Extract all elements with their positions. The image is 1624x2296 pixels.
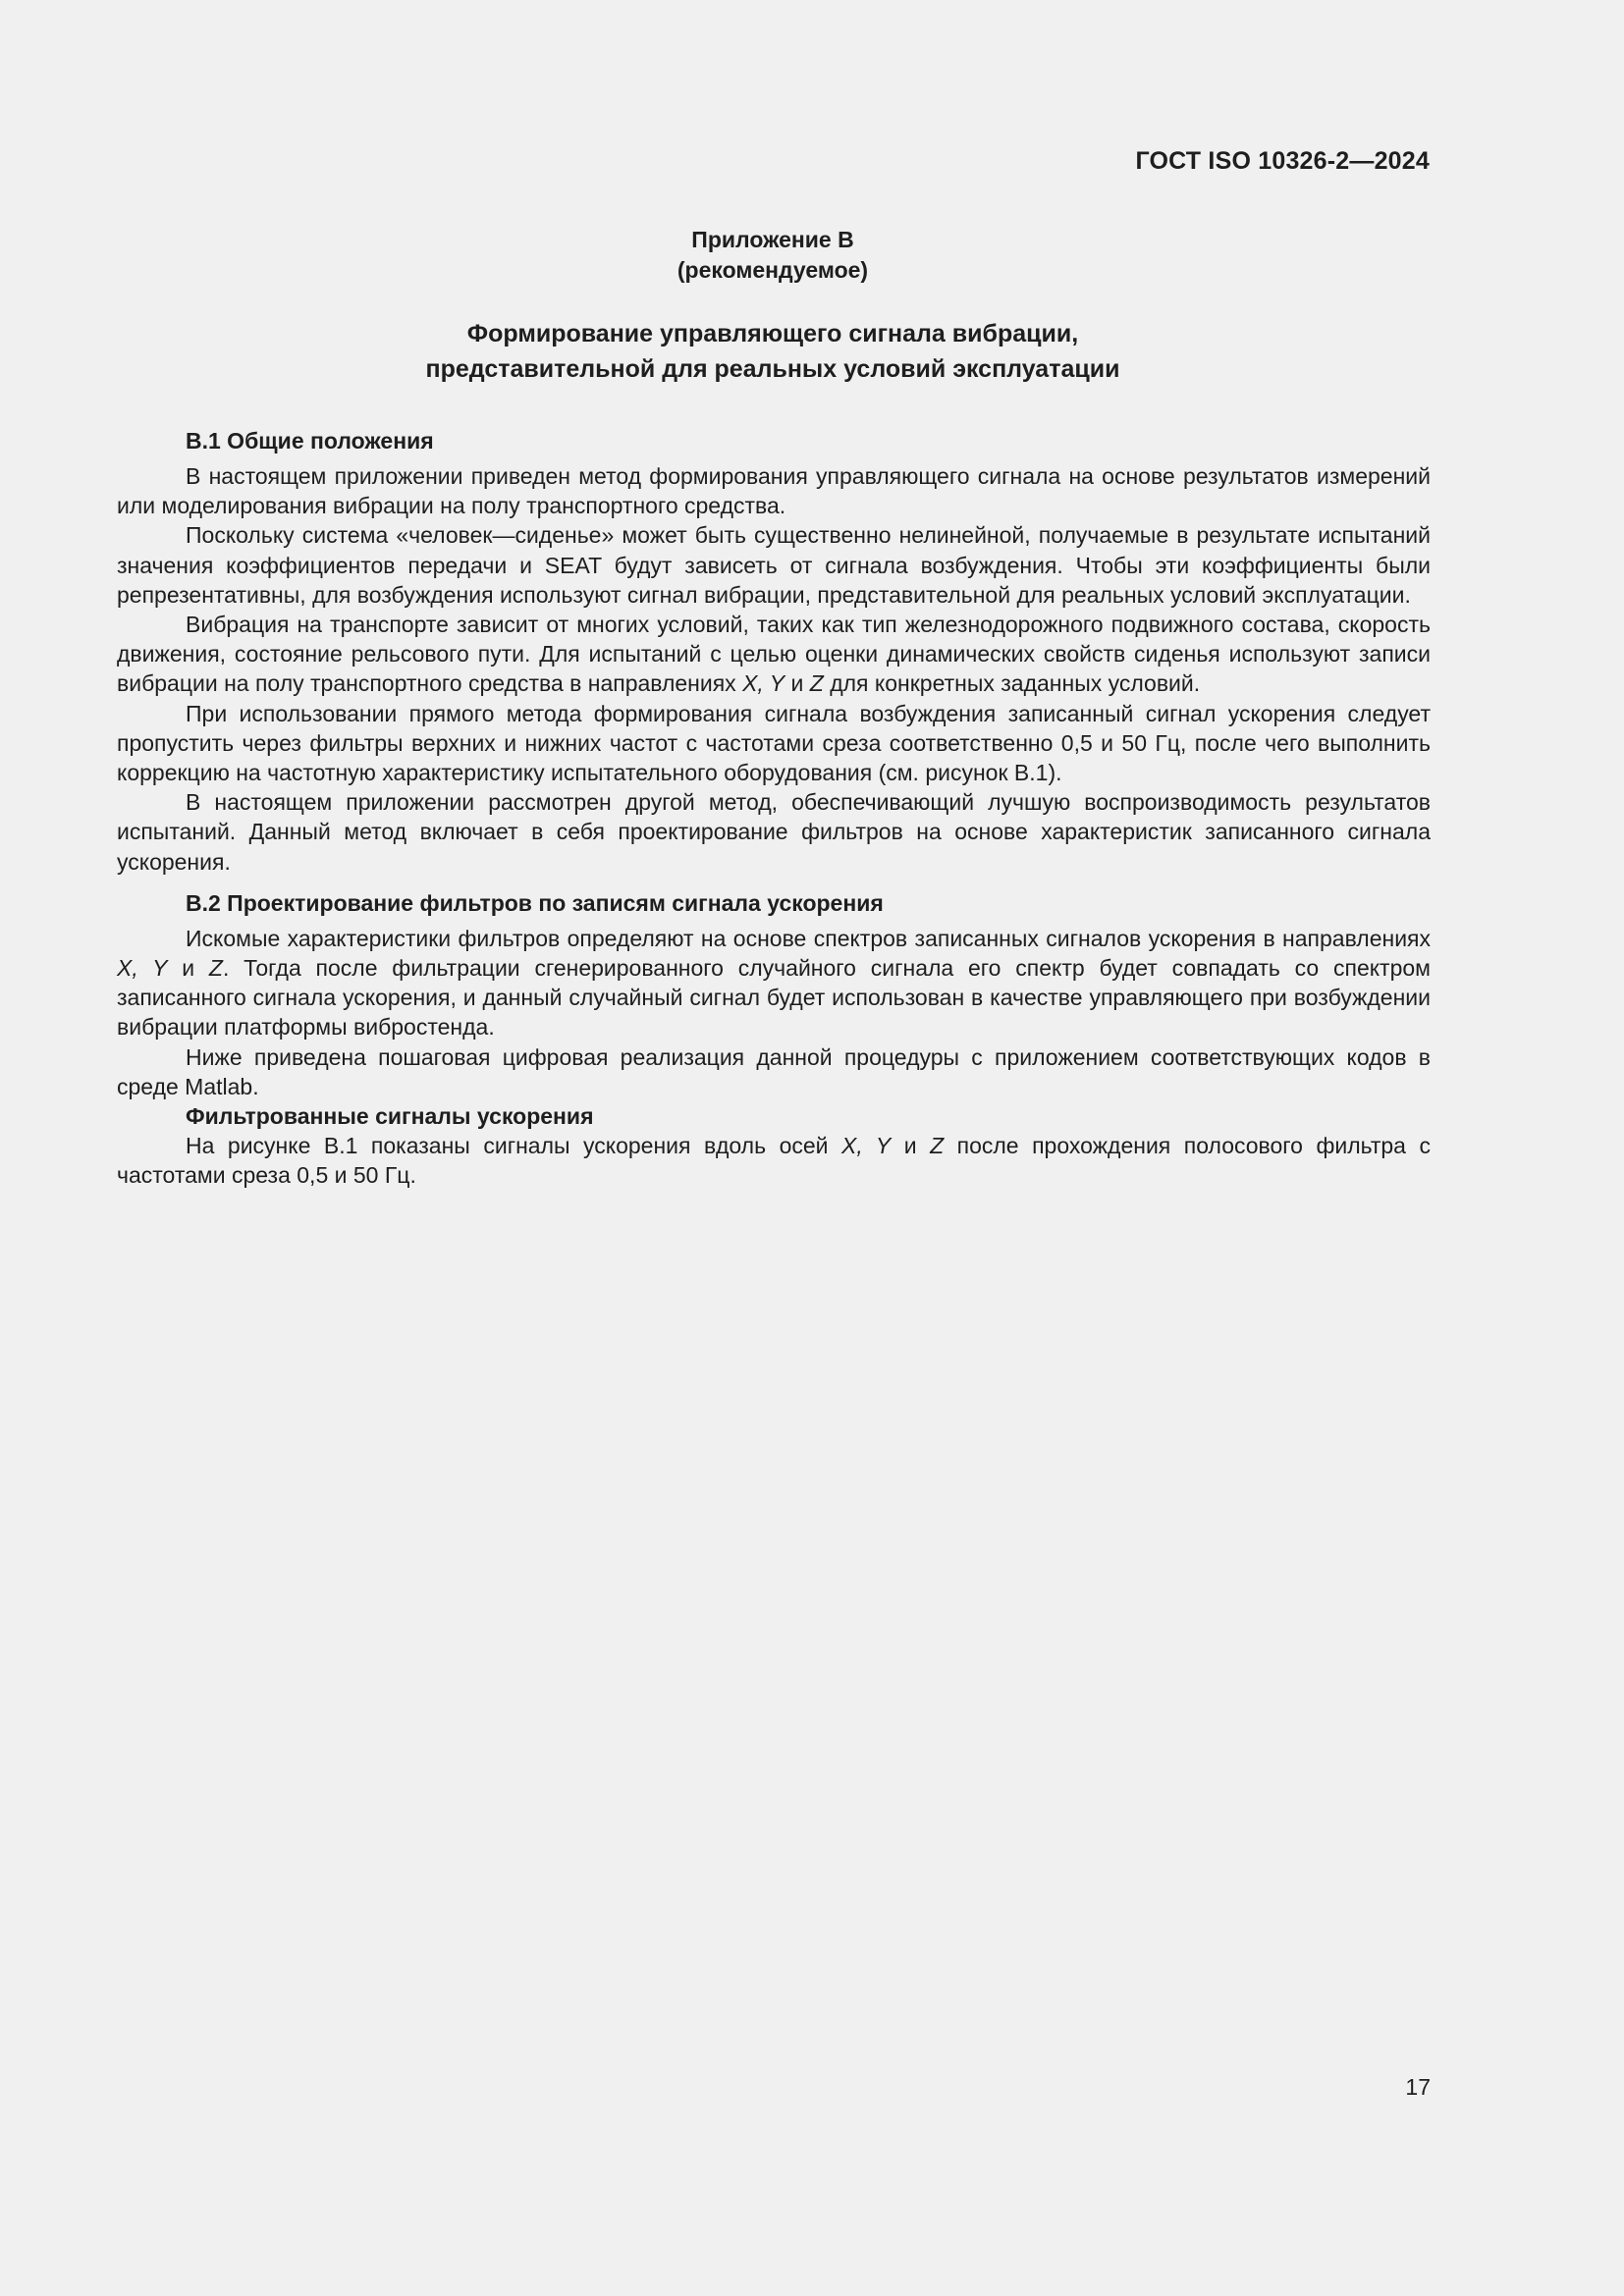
document-body	[117, 426, 1431, 1190]
paragraph-text-end: для конкретных заданных условий.	[823, 670, 1201, 697]
axis-labels: X, Y	[841, 1133, 892, 1159]
paragraph-text-end: после прохождения полосового фильтра с частотами среза 0,5 и 50 Гц.	[117, 1133, 1431, 1189]
conjunction: и	[785, 670, 810, 697]
document-code: ГОСТ ISO 10326-2—2024	[1135, 147, 1430, 175]
paragraph-text: На рисунке В.1 показаны сигналы ускорения вдоль осей	[186, 1133, 842, 1159]
conjunction: и	[167, 955, 209, 982]
section-1-paragraph-1: В настоящем приложении приведен метод формирования управляющего сигнала на основе результатов измерений или моделирования вибрации на полу транспортного средства.	[117, 463, 1431, 519]
paragraph-text-end: . Тогда после фильтрации сгенерированного случайного сигнала его спектр будет совпадать со спектром записанного сигнала ускорения, и данный случайный сигнал будет использован в качестве управляющего при возбуждении вибрации платформы вибростенда.	[117, 955, 1431, 1041]
section-2-heading: В.2 Проектирование фильтров по записям сигнала ускорения	[186, 889, 884, 916]
axis-label-z: Z	[809, 670, 824, 697]
section-1-paragraph-4: При использовании прямого метода формирования сигнала возбуждения записанный сигнал ускорения следует пропустить через фильтры верхних и нижних частот с частотами среза соответственно 0,5 и 50 Гц, после чего выполнить коррекцию на частотную характеристику испытательного оборудования (см. рисунок В.1).	[117, 700, 1431, 786]
section-1-paragraph-5: В настоящем приложении рассмотрен другой метод, обеспечивающий лучшую воспроизводимость результатов испытаний. Данный метод включает в себя проектирование фильтров на основе характеристик записанного сигнала ускорения.	[117, 789, 1431, 875]
section-2-paragraph-3	[117, 1131, 1431, 1190]
axis-label-z: Z	[930, 1133, 945, 1159]
paragraph-text: Вибрация на транспорте зависит от многих условий, таких как тип железнодорожного подвижного состава, скорость движения, состояние рельсового пути. Для испытаний с целью оценки динамических свойств сиденья используют записи вибрации на полу транспортного средства в направлениях	[117, 612, 1431, 697]
paragraph-text: Искомые характеристики фильтров определяют на основе спектров записанных сигналов ускорения в направлениях	[186, 925, 1431, 951]
section-1-heading: В.1 Общие положения	[186, 428, 434, 454]
appendix-title: Приложение В	[691, 227, 854, 252]
conjunction: и	[891, 1133, 931, 1159]
axis-label-z: Z	[208, 955, 223, 982]
section-2-paragraph-1	[117, 924, 1431, 1042]
section-1-paragraph-3	[117, 610, 1431, 699]
page-number: 17	[1405, 2074, 1431, 2100]
section-2-subheading: Фильтрованные сигналы ускорения	[186, 1103, 594, 1130]
appendix-heading	[0, 316, 1545, 387]
section-2-paragraph-2: Ниже приведена пошаговая цифровая реализация данной процедуры с приложением соответствующих кодов в среде Matlab.	[117, 1043, 1431, 1099]
appendix-heading-line-2: представительной для реальных условий эксплуатации	[425, 355, 1120, 383]
appendix-heading-line-1: Формирование управляющего сигнала вибрации,	[466, 320, 1079, 347]
axis-labels: X, Y	[117, 955, 168, 982]
section-1-paragraph-2: Поскольку система «человек—сиденье» может быть существенно нелинейной, получаемые в результате испытаний значения коэффициентов передачи и SEAT будут зависеть от сигнала возбуждения. Чтобы эти коэффициенты были репрезентативны, для возбуждения используют сигнал вибрации, представительной для реальных условий эксплуатации.	[117, 522, 1431, 608]
appendix-status: (рекомендуемое)	[677, 257, 869, 283]
axis-labels: X, Y	[742, 670, 785, 697]
